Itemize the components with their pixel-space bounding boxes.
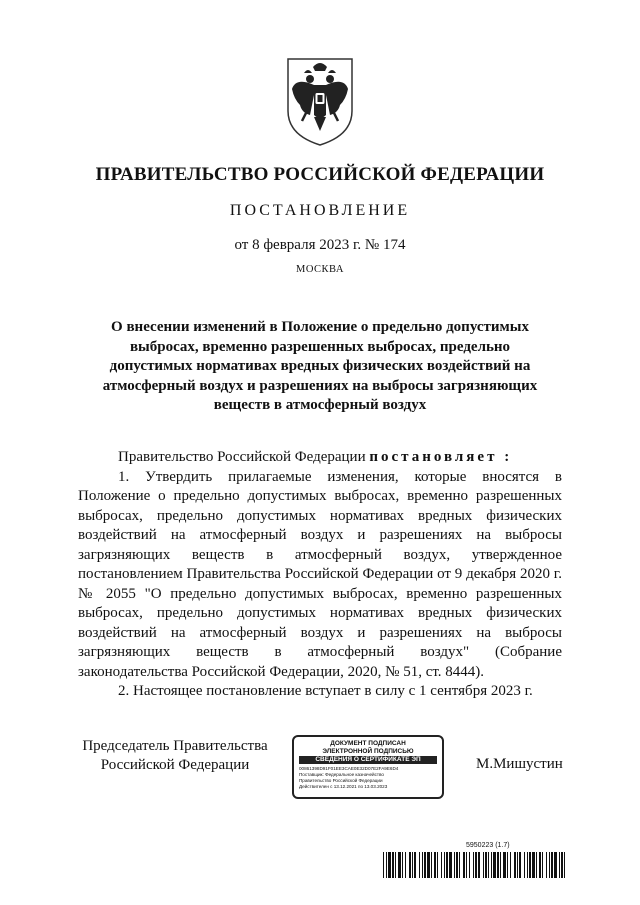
- stamp-issuer: Поставщик: Федеральное казначейство: [299, 772, 384, 777]
- signatory-name: М.Мишустин: [476, 756, 563, 772]
- barcode-image: [383, 852, 565, 878]
- preamble-verb: постановляет :: [369, 449, 513, 465]
- document-number: 5950223 (1.7): [466, 842, 510, 849]
- document-subject: О внесении изменений в Положение о предельно допустимых выбросах, временно разрешенных выбросах, предельно допустимых нормативах вредных физических воздействий на атмосферный воздух и разрешениях на выбросы загрязняющих веществ в атмосферный воздух: [102, 319, 538, 413]
- preamble-text: Правительство Российской Федерации: [118, 449, 370, 465]
- government-title: ПРАВИТЕЛЬСТВО РОССИЙСКОЙ ФЕДЕРАЦИИ: [95, 164, 545, 185]
- stamp-serial: 00861398D91F01EE3CAE0E32D07E2FA9E6D4: [299, 766, 399, 771]
- stamp-line-1: ДОКУМЕНТ ПОДПИСАН: [330, 740, 406, 747]
- position-line-2: Российской Федерации: [100, 757, 250, 773]
- stamp-banner: СВЕДЕНИЯ О СЕРТИФИКАТЕ ЭП: [299, 756, 437, 764]
- coat-of-arms-emblem: [284, 55, 356, 147]
- signatory-position: [80, 737, 270, 775]
- city: МОСКВА: [296, 264, 344, 275]
- document-type: ПОСТАНОВЛЕНИЕ: [229, 202, 411, 219]
- clause-2: 2. Настоящее постановление вступает в силу с 1 сентября 2023 г.: [118, 683, 533, 699]
- stamp-validity: Действителен с 13.12.2021 по 13.03.2023: [299, 784, 388, 789]
- stamp-line-2: ЭЛЕКТРОННОЙ ПОДПИСЬЮ: [322, 747, 414, 755]
- position-line-1: Председатель Правительства: [82, 738, 268, 754]
- clause-1: 1. Утвердить прилагаемые изменения, которые вносятся в Положение о предельно допустимых выбросах, временно разрешенных выбросах, предельно допустимых нормативах вредных физических воздействий на атмосферный воздух и разрешениях на выбросы загрязняющих веществ в атмосферный воздух, утвержденное постановлением Правительства Российской Федерации от 9 декабря 2020 г. № 2055 "О предельно допустимых выбросах, временно разрешенных выбросах, предельно допустимых нормативах вредных физических воздействий на атмосферный воздух и разрешениях на выбросы загрязняющих веществ в атмосферный воздух" (Собрание законодательства Российской Федерации, 2020, № 51, ст. 8444).: [78, 468, 562, 680]
- electronic-signature-stamp: [292, 735, 444, 799]
- stamp-holder: Правительство Российской Федерации: [299, 778, 383, 783]
- date-and-number: от 8 февраля 2023 г. № 174: [234, 237, 406, 253]
- preamble: [78, 448, 562, 468]
- document-body: [78, 448, 562, 702]
